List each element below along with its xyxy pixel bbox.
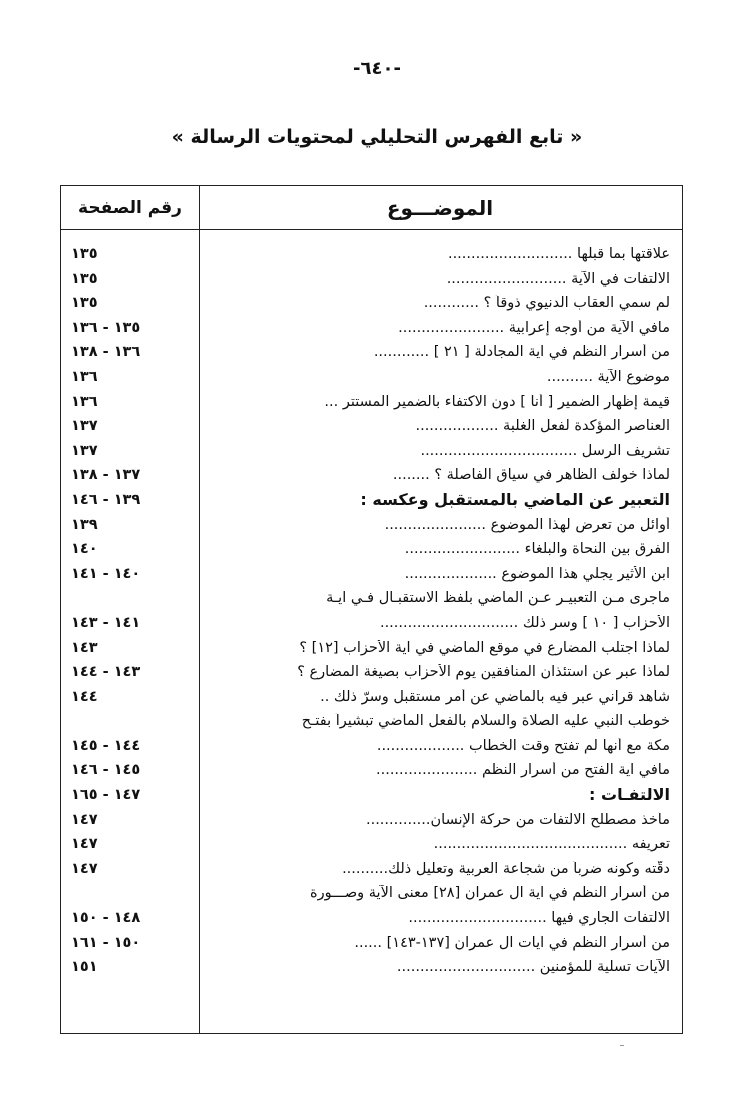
row-topic: الأحزاب [ ١٠ ] وسر ذلك .............................. [379, 614, 670, 631]
table-row [61, 269, 682, 294]
table-row [61, 810, 682, 835]
table-row [61, 687, 682, 712]
row-page-number: ١٤٣ - ١٤٤ [71, 664, 141, 681]
row-topic: دقّته وكونه ضرباً من شجاعة العربية وتعليل ذلك.......... [342, 860, 670, 877]
table-body [61, 244, 682, 982]
row-page-number: ١٣٦ - ١٣٨ [71, 344, 141, 361]
row-topic: الالتفات الجاري فيها .............................. [408, 910, 670, 927]
header-topic: الموضـــوع [386, 196, 494, 220]
row-page-number: ١٥٠ - ١٦١ [71, 934, 141, 951]
table-row [61, 367, 682, 392]
table-row [61, 244, 682, 269]
row-page-number: ١٤٧ [71, 836, 98, 853]
row-page-number: ١٣٥ [71, 270, 98, 287]
row-topic: مأخذ مصطلح الالتفات من حركة الإنسان.............. [365, 811, 670, 828]
table-row [61, 638, 682, 663]
row-page-number: ١٣٧ [71, 418, 98, 435]
table-row [61, 957, 682, 982]
row-page-number: ١٣٧ [71, 442, 98, 459]
row-topic: ابن الأثير يجلي هذا الموضوع .................... [404, 565, 670, 582]
row-topic: لماذا اجتلب المضارع في موقع الماضي في آية الأحزاب [١٢] ؟ [299, 639, 670, 656]
row-topic: شاهد قرآني عبر فيه بالماضي عن أمر مستقبل وسرّ ذلك .. [320, 688, 670, 705]
row-topic: علاقتها بما قبلها ........................... [447, 246, 670, 262]
toc-table [60, 185, 683, 1034]
table-row [61, 711, 682, 736]
row-page-number: ١٣٩ [71, 516, 98, 533]
table-row [61, 441, 682, 466]
row-topic: تشريف الرسل .................................. [420, 442, 670, 459]
row-page-number: ١٤٧ - ١٦٥ [71, 787, 141, 804]
table-row [61, 760, 682, 785]
scan-mark [620, 1045, 624, 1046]
row-page-number: ١٣٥ [71, 295, 98, 312]
row-topic: الفرق بين النحاة والبلغاء ......................... [404, 541, 670, 558]
row-page-number: ١٤٨ - ١٥٠ [71, 910, 141, 927]
table-row [61, 662, 682, 687]
table-row [61, 515, 682, 540]
row-topic: خوطب النبي عليه الصلاة والسلام بالفعل الماضي تبشيراً بفتـح [301, 713, 670, 730]
table-header [61, 186, 682, 230]
row-topic: لماذا خولف الظاهر في سياق الفاصلة ؟ ........ [392, 467, 670, 484]
table-row [61, 933, 682, 958]
table-row [61, 785, 682, 810]
table-row [61, 564, 682, 589]
table-row [61, 859, 682, 884]
row-topic: من أسرار النظم في آيات آل عمران [١٣٧-١٤٣] ...... [354, 934, 670, 951]
row-topic: الآيات تسلية للمؤمنين .............................. [396, 959, 670, 976]
table-row [61, 539, 682, 564]
row-page-number: ١٣٦ [71, 368, 98, 385]
row-page-number: ١٤٣ [71, 639, 98, 656]
section-heading: الالتفـات : [589, 785, 670, 805]
row-page-number: ١٤٥ - ١٤٦ [71, 762, 141, 779]
row-topic: مافي آية الفتح من أسرار النظم ...................... [376, 762, 670, 779]
row-page-number: ١٤١ - ١٤٣ [71, 614, 141, 631]
row-page-number: ١٣٥ [71, 246, 98, 262]
table-row [61, 416, 682, 441]
table-row [61, 392, 682, 417]
table-row [61, 883, 682, 908]
table-row [61, 293, 682, 318]
page-title: « تابع الفهرس التحليلي لمحتويات الرسالة » [171, 126, 583, 148]
row-topic: لم سمي العقاب الدنيوي ذوقاً ؟ ............ [423, 295, 670, 312]
row-topic: تعريفه .......................................... [433, 836, 670, 853]
row-topic: الالتفات في الآية .......................... [446, 270, 670, 287]
table-row [61, 588, 682, 613]
row-topic: مكة مع أنها لم تفتح وقت الخطاب ................... [376, 737, 670, 754]
table-row [61, 908, 682, 933]
row-page-number: ١٥١ [71, 959, 98, 976]
row-page-number: ١٤٠ - ١٤١ [71, 565, 141, 582]
row-topic: لماذا عبر عن استئذان المنافقين يوم الأحزاب بصيغة المضارع ؟ [297, 664, 670, 681]
row-topic: ماجرى مـن التعبيـر عـن الماضي بلفظ الاستقبـال فـي آيـة [326, 590, 670, 607]
table-row [61, 834, 682, 859]
row-topic: موضوع الآية .......... [546, 368, 670, 385]
row-topic: من أسرار النظم في آية المجادلة [ ٢١ ] ............ [373, 344, 670, 361]
row-topic: مافي الآية من أوجه إعرابية ....................... [398, 319, 670, 336]
section-heading: التعبير عن الماضي بالمستقبل وعكسه : [360, 489, 670, 509]
row-page-number: ١٣٥ - ١٣٦ [71, 319, 141, 336]
row-page-number: ١٤٠ [71, 541, 98, 558]
row-topic: العناصر المؤكدة لفعل الغلبة .................. [415, 418, 670, 435]
table-row [61, 465, 682, 490]
row-page-number: ١٤٧ [71, 860, 98, 877]
row-page-number: ١٣٦ [71, 393, 98, 410]
row-topic: قيمة إظهار الضمير [ أنا ] دون الاكتفاء بالضمير المستتر ... [324, 393, 670, 410]
row-page-number: ١٤٤ [71, 688, 98, 705]
row-page-number: ١٣٩ - ١٤٦ [71, 491, 141, 508]
header-page-number: رقم الصفحة [78, 198, 182, 218]
row-page-number: ١٤٤ - ١٤٥ [71, 737, 141, 754]
row-page-number: ١٣٧ - ١٣٨ [71, 467, 141, 484]
row-page-number: ١٤٧ [71, 811, 98, 828]
table-row [61, 490, 682, 515]
row-topic: أوائل من تعرض لهذا الموضوع ...................... [384, 516, 670, 533]
page-number: -٦٤٠- [353, 58, 401, 79]
row-topic: من أسرار النظم في آية آل عمران [٢٨] معنى الآية وصـــورة [310, 885, 670, 902]
table-row [61, 613, 682, 638]
table-row [61, 318, 682, 343]
table-row [61, 736, 682, 761]
table-row [61, 342, 682, 367]
